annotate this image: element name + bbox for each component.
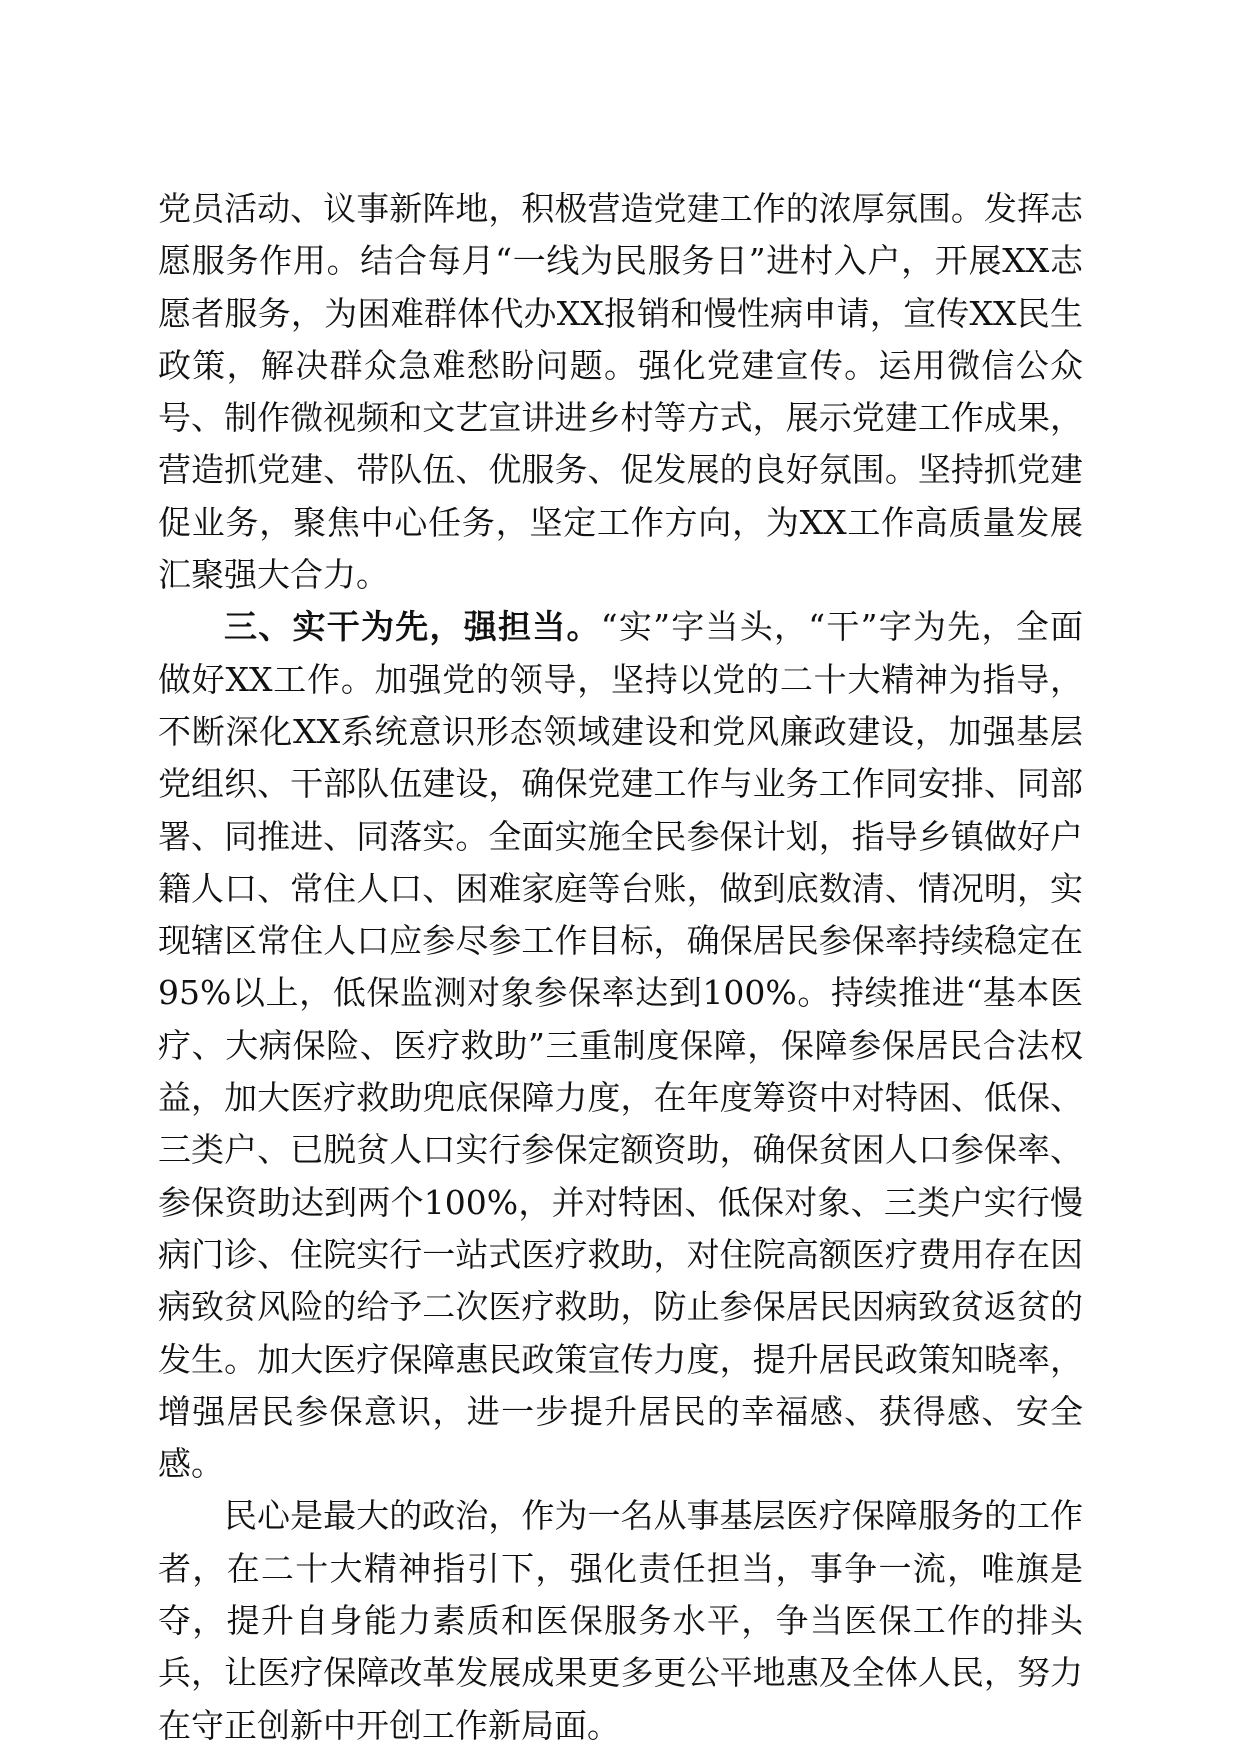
closing-paragraph: 民心是最大的政治，作为一名从事基层医疗保障服务的工作者，在二十大精神指引下，强化责任担当，事争一流，唯旗是夺，提升自身能力素质和医保服务水平，争当医保工作的排头兵，让医疗保障改革发展成果更多更公平地惠及全体人民，努力在守正创新中开创工作新局面。: [158, 1496, 1083, 1745]
body-paragraph-continued: 党员活动、议事新阵地，积极营造党建工作的浓厚氛围。发挥志愿服务作用。结合每月“一线为民服务日”进村入户，开展XX志愿者服务，为困难群体代办XX报销和慢性病申请，宣传XX民生政策，解决群众急难愁盼问题。强化党建宣传。运用微信公众号、制作微视频和文艺宣讲进乡村等方式，展示党建工作成果，营造抓党建、带队伍、优服务、促发展的良好氛围。坚持抓党建促业务，聚焦中心任务，坚定工作方向，为XX工作高质量发展汇聚强大合力。: [158, 189, 1083, 595]
section-heading: 三、实干为先，强担当。: [224, 607, 601, 647]
section-three-paragraph: [158, 601, 1083, 1490]
document-page: [158, 183, 1083, 1752]
section-three-body: “实”字当头，“干”字为先，全面做好XX工作。加强党的领导，坚持以党的二十大精神为指导，不断深化XX系统意识形态领域建设和党风廉政建设，加强基层党组织、干部队伍建设，确保党建工作与业务工作同安排、同部署、同推进、同落实。全面实施全民参保计划，指导乡镇做好户籍人口、常住人口、困难家庭等台账，做到底数清、情况明，实现辖区常住人口应参尽参工作目标，确保居民参保率持续稳定在95%以上，低保监测对象参保率达到100%。持续推进“基本医疗、大病保险、医疗救助”三重制度保障，保障参保居民合法权益，加大医疗救助兜底保障力度，在年度筹资中对特困、低保、三类户、已脱贫人口实行参保定额资助，确保贫困人口参保率、参保资助达到两个100%，并对特困、低保对象、三类户实行慢病门诊、住院实行一站式医疗救助，对住院高额医疗费用存在因病致贫风险的给予二次医疗救助，防止参保居民因病致贫返贫的发生。加大医疗保障惠民政策宣传力度，提升居民政策知晓率，增强居民参保意识，进一步提升居民的幸福感、获得感、安全感。: [158, 607, 1084, 1484]
